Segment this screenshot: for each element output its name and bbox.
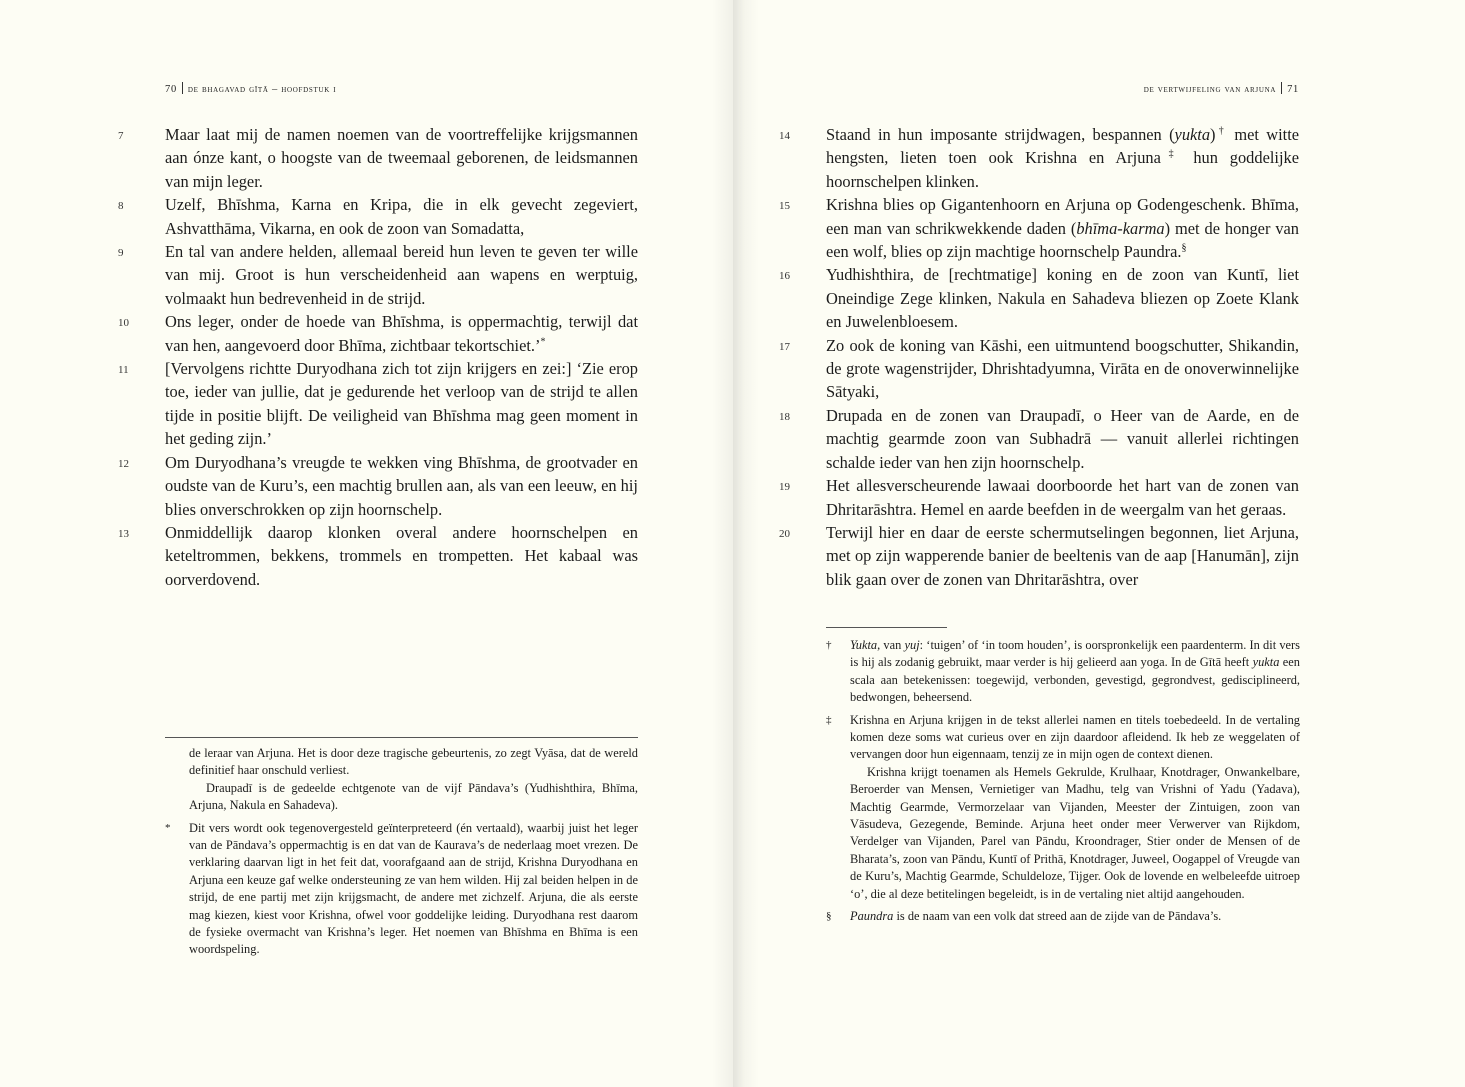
verse (118, 123, 638, 193)
left-running-head (165, 82, 336, 95)
verse-text: En tal van andere helden, allemaal bereid hun leven te geven ter wille van mij. Groot is hun verscheidenheid aan wapens en werptuig, volmaakt hun bedrevenheid in de strijd. (165, 242, 638, 308)
verse-number: 11 (118, 364, 129, 377)
footnote-continuation: de leraar van Arjuna. Het is door deze tragische gebeurtenis, zo zegt Vyāsa, dat de wereld definitief haar onschuld verliest. (189, 746, 638, 778)
verse (779, 123, 1300, 193)
footnote-mark: ‡ (826, 713, 832, 726)
verse-number: 7 (118, 130, 124, 142)
left-page-number: 70 (165, 84, 177, 95)
verse-text: Onmiddellijk daarop klonken overal andere hoornschelpen en keteltrommen, bekkens, trommels en trompetten. Het kabaal was oorverdovend. (165, 522, 638, 589)
footnote (826, 908, 1300, 925)
verse-text: Zo ook de koning van Kāshi, een uitmuntend boogschutter, Shikandin, de grote wagenstrijder, Dhrishtadyumna, Virāta en de onoverwinnelijke Sātyaki, (826, 335, 1299, 402)
right-verses (779, 123, 1300, 591)
footnote-text: Paundra is de naam van een volk dat streed aan de zijde van de Pāndava’s. (850, 909, 1222, 924)
verse-text: Terwijl hier en daar de eerste schermutselingen begonnen, liet Arjuna, met op zijn wapperende banier de beeltenis van de aap [Hanumān], zijn blik gaan over de zonen van Dhritarāshtra, over (826, 522, 1299, 589)
verse (779, 474, 1299, 521)
verse (779, 404, 1299, 474)
verse-number: 15 (779, 200, 790, 213)
footnote-mark: † (826, 639, 832, 651)
left-verses (118, 123, 638, 591)
verse (118, 193, 638, 240)
footnote-continuation: Draupadī is de gedeelde echtgenote van de vijf Pāndava’s (Yudhishthira, Bhīma, Arjuna, Nakula en Sahadeva). (189, 780, 638, 813)
footnote (826, 637, 1300, 707)
verse-number: 17 (779, 340, 790, 353)
left-running-title: de bhagavad gītā – hoofdstuk i (187, 84, 337, 95)
right-running-head (1144, 82, 1299, 95)
verse (779, 521, 1299, 591)
footnote-rule (165, 737, 638, 738)
right-page (733, 0, 1465, 1087)
footnote-text: Yukta, van yuj: ‘tuigen’ of ‘in toom houden’, is oorspronkelijk een paardenterm. In dit vers is hij als zodanig gebruikt, maar verder is hij gelieerd aan yoga. In de Gītā heeft yukta een scala aan betekenissen: toegewijd, verbonden, gevestigd, gegrondvest, gedisciplineerd, bedwongen, beheersend. (850, 638, 1300, 705)
verse-text: Drupada en de zonen van Draupadī, o Heer van de Aarde, en de machtig gearmde zoon van Subhadrā — vanuit allerlei richtingen schalde ieder van hen zijn hoornschelp. (826, 405, 1299, 472)
footnote-mark: § (826, 910, 832, 923)
right-page-number: 71 (1287, 84, 1299, 95)
verse-text: Staand in hun imposante strijdwagen, bespannen (yukta)† met witte hengsten, lieten toen ook Krishna en Arjuna‡ hun goddelijke hoornschelpen klinken. (826, 125, 1300, 191)
verse (118, 240, 638, 310)
footnote-text: Krishna en Arjuna krijgen in de tekst allerlei namen en titels toebedeeld. In de vertaling komen deze soms wat curieus over en zijn daardoor afleidend. Ik heb ze weggelaten of vervangen door hun eigennaam, tenzij ze in mijn ogen de context dienen. Krishna krijgt toenamen als Hemels Gekrulde, Krulhaar, Knotdrager, Onwankelbare, Beroerder van Mensen, Vernietiger van Madhu, telg van Vrishni of Yadu (Yadava), Machtig Gearmde, Vermorzelaar van Vijanden, Meester der Zintuigen, zoon van Vāsudeva, Gezegende, Beminde. Arjuna heet onder meer Verwerver van Rijkdom, Verdelger van Vijanden, Parel van Pāndu, Kroondrager, Stier onder de Mensen of de Bharata’s, zoon van Pāndu, Kuntī of Prithā, Knotdrager, Juweel, Oogappel of Vreugde van de Kuru’s, Machtig Gearmde, Schuldeloze, Tijger. Ook de lovende en welbeleefde uitroep ‘o’, die al deze betitelingen begeleidt, is in de vertaling niet altijd aangehouden. (850, 712, 1300, 901)
footnote-mark: * (165, 821, 171, 834)
verse (779, 193, 1299, 263)
verse (118, 357, 638, 451)
right-footnotes (826, 637, 1300, 931)
footnote-rule (826, 627, 947, 628)
verse (118, 310, 638, 357)
verse-text: Om Duryodhana’s vreugde te wekken ving Bhīshma, de grootvader en oudste van de Kuru’s, een machtig brullen aan, als van een leeuw, en hij blies onverschrokken op zijn hoornschelp. (165, 452, 638, 519)
verse (118, 451, 638, 521)
verse (779, 334, 1299, 404)
verse-text: Het allesverscheurende lawaai doorboorde het hart van de zonen van Dhritarāshtra. Hemel en aarde beefden in de weergalm van het geraas. (826, 476, 1299, 519)
verse-text: Yudhishthira, de [rechtmatige] koning en de zoon van Kuntī, liet Oneindige Zege klinken, Nakula en Sahadeva bliezen op Zoete Klank en Juwelenbloesem. (826, 265, 1299, 332)
verse-number: 19 (779, 481, 790, 494)
verse-number: 16 (779, 270, 790, 283)
running-head-separator (182, 82, 183, 94)
verse-number: 9 (118, 247, 124, 260)
verse-number: 8 (118, 200, 124, 213)
verse (779, 263, 1299, 333)
verse-text: Maar laat mij de namen noemen van de voortreffelijke krijgsmannen aan ónze kant, o hoogste van de tweemaal geborenen, de leidsmannen van mijn leger. (165, 125, 638, 191)
left-footnotes (165, 745, 638, 964)
running-head-separator (1281, 82, 1282, 94)
verse-text: Krishna blies op Gigantenhoorn en Arjuna op Godengeschenk. Bhīma, een man van schrikwekkende daden (bhīma-karma) met de honger van een wolf, blies op zijn machtige hoornschelp Paundra.§ (826, 195, 1299, 262)
verse (118, 521, 638, 591)
footnote-text: Dit vers wordt ook tegenovergesteld geïnterpreteerd (én vertaald), waarbij juist het leger van de Pāndava’s oppermachtig is en dat van de Kaurava’s de nederlaag moet vrezen. De verklaring daarvan ligt in het feit dat, voorafgaand aan de strijd, Krishna Duryodhana en Arjuna een keuze gaf welke ondersteuning ze van hem wilden. Hij zal beiden helpen in de strijd, de ene partij met zijn krijgsmacht, de andere met zichzelf. Arjuna, die als eerste mag kiezen, kiest voor Krishna, ofwel voor goddelijke leiding. Duryodhana rest daarom de fysieke overmacht van Krishna’s leger. Het noemen van Bhīshma en Bhīma is een woordspeling. (189, 820, 638, 957)
verse-number: 20 (779, 527, 790, 540)
verse-number: 13 (118, 527, 129, 540)
verse-number: 14 (779, 130, 790, 142)
footnote (826, 712, 1300, 903)
verse-number: 10 (118, 317, 129, 330)
verse-text: [Vervolgens richtte Duryodhana zich tot zijn krijgers en zei:] ‘Zie erop toe, ieder van jullie, dat je gedurende het verloop van de strijd te allen tijde in positie blijft. De veiligheid van Bhīshma mag geen moment in het geding zijn.’ (165, 359, 638, 449)
verse-text: Ons leger, onder de hoede van Bhīshma, is oppermachtig, terwijl dat van hen, aangevoerd door Bhīma, zichtbaar tekortschiet.’* (165, 312, 638, 355)
verse-text: Uzelf, Bhīshma, Karna en Kripa, die in elk gevecht zegeviert, Ashvatthāma, Vikarna, en ook de zoon van Somadatta, (165, 195, 638, 238)
verse-number: 18 (779, 410, 790, 423)
footnote (165, 820, 638, 959)
right-running-title: de vertwijfeling van arjuna (1143, 84, 1277, 95)
verse-number: 12 (118, 457, 129, 470)
